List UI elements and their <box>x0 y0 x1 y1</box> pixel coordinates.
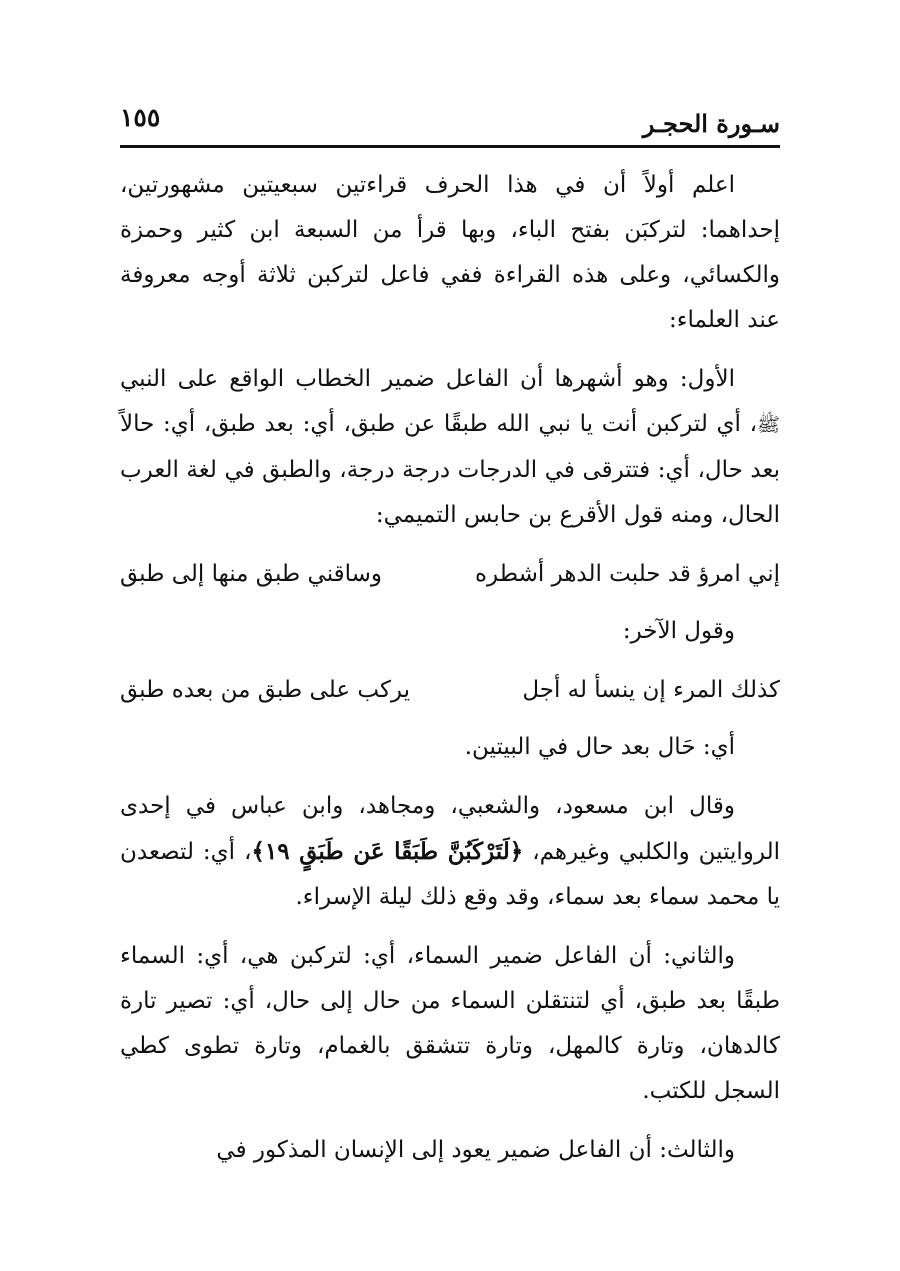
paragraph-second-view: والثاني: أن الفاعل ضمير السماء، أي: لتركبن هي، أي: السماء طبقًا بعد طبق، أي لتنتقلن السماء من حال إلى حال، أي: تصير تارة كالدهان، وتارة كالمهل، وتارة تتشقق بالغمام، وتارة تطوى كطي السجل للكتب. <box>120 943 780 1104</box>
verse-first-hemistich: كذلك المرء إن ينسأ له أجل <box>522 677 780 703</box>
verse-line <box>120 552 780 597</box>
first-view-text-start: الأول: وهو أشهرها أن الفاعل ضمير الخطاب الواقع على النبي <box>120 366 735 392</box>
verse-second-hemistich: وساقني طبق منها إلى طبق <box>120 561 383 587</box>
paragraph-third-view: والثالث: أن الفاعل ضمير يعود إلى الإنسان المذكور في <box>216 1137 735 1163</box>
verse-explanation: أي: حَال بعد حال في البيتين. <box>464 734 735 760</box>
verse-first-hemistich: إني امرؤ قد حلبت الدهر أشطره <box>474 561 780 587</box>
first-view-text-end: ، أي لتركبن أنت يا نبي الله طبقًا عن طبق، أي: بعد طبق، أي: حالاً بعد حال، أي: فتترقى في الدرجات درجة درجة، والطبق في لغة العرب الحال، ومنه قول الأقرع بن حابس التميمي: <box>120 411 780 528</box>
verse-second-hemistich: يركب على طبق من بعده طبق <box>120 677 410 703</box>
paragraph-narrators <box>120 784 780 920</box>
paragraph-intro: اعلم أولاً أن في هذا الحرف قراءتين سبعيتين مشهورتين، إحداهما: لتركبَن بفتح الباء، وبها قرأ من السبعة ابن كثير وحمزة والكسائي، وعلى هذه القراءة ففي فاعل لتركبن ثلاثة أوجه معروفة عند العلماء: <box>120 172 780 333</box>
honorific-glyph: ﷺ <box>757 414 780 436</box>
quran-quote: ﴿لَتَرْكَبُنَّ طَبَقًا عَن طَبَقٍ ١٩﴾ <box>251 838 524 865</box>
verse-intro: وقول الآخر: <box>622 618 735 644</box>
header-rule <box>120 145 780 148</box>
page-header <box>120 100 780 144</box>
narrators-text-start: وقال ابن مسعود، والشعبي، ومجاهد، وابن عباس في إحدى الروايتين والكلبي وغيرهم، <box>120 793 781 865</box>
paragraph-first-view <box>120 357 780 538</box>
narrators-text-end: ، أي: لتصعدن يا محمد سماء بعد سماء، وقد وقع ذلك ليلة الإسراء. <box>120 839 780 910</box>
page-number: ١٥٥ <box>120 103 161 132</box>
page-body <box>120 163 780 1187</box>
running-head: سـورة الحجـر <box>642 109 780 138</box>
verse-line <box>120 668 780 713</box>
